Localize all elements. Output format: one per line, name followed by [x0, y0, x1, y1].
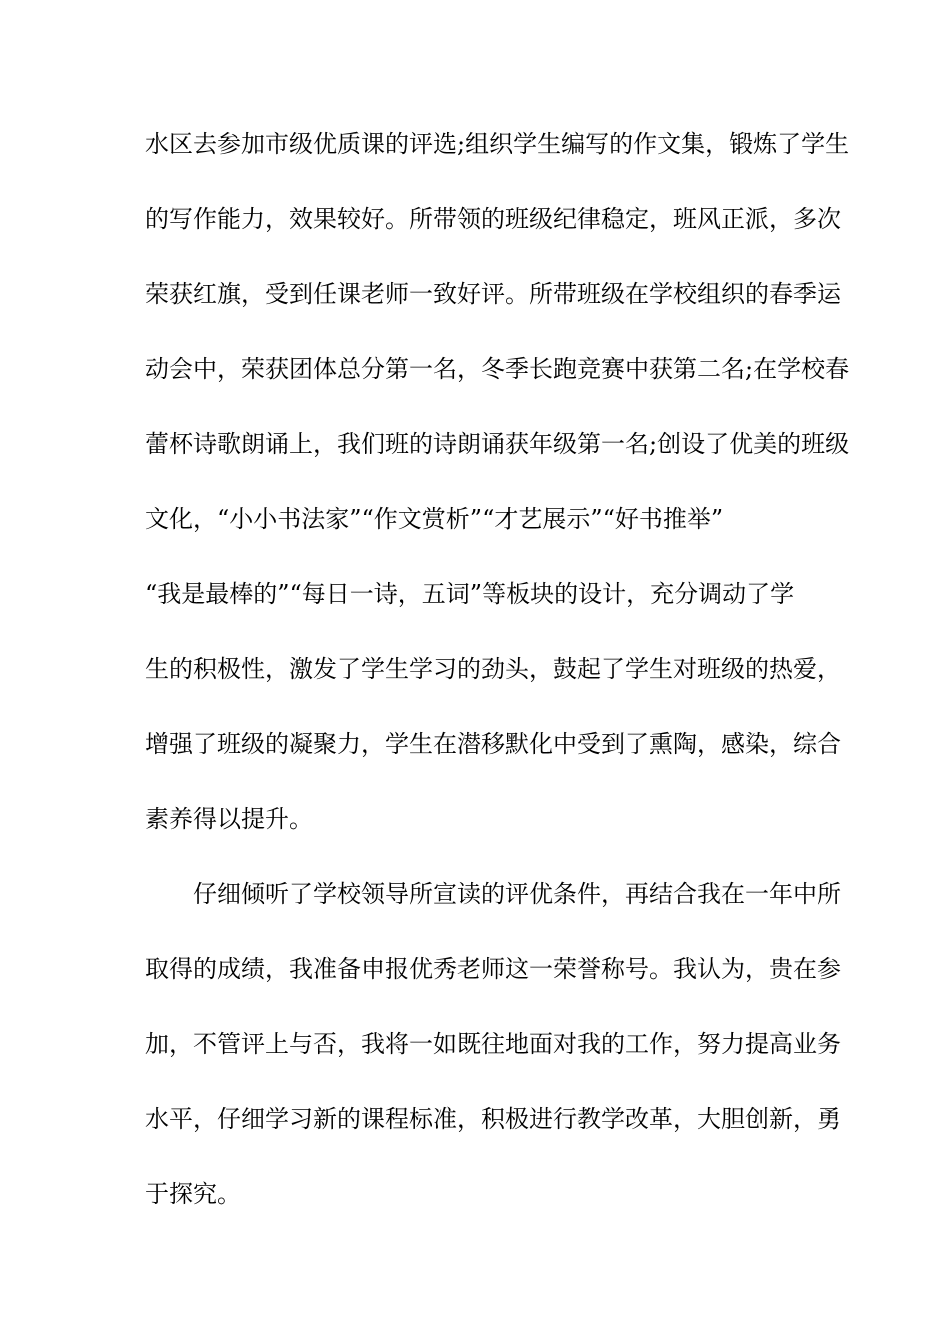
- paragraph-2-line-3: 加，不管评上与否，我将一如既往地面对我的工作，努力提高业务: [145, 1030, 841, 1058]
- paragraph-2-line-4: 水平，仔细学习新的课程标准，积极进行教学改革，大胆创新，勇: [145, 1105, 841, 1133]
- paragraph-2-line-1: 仔细倾听了学校领导所宣读的评优条件，再结合我在一年中所: [193, 880, 841, 908]
- body-text: [145, 130, 850, 1257]
- paragraph-1-line-1: 水区去参加市级优质课的评选;组织学生编写的作文集，锻炼了学生: [145, 130, 850, 158]
- paragraph-1-line-8: 生的积极性，激发了学生学习的劲头，鼓起了学生对班级的热爱，: [145, 655, 841, 683]
- paragraph-1-line-4: 动会中，荣获团体总分第一名，冬季长跑竞赛中获第二名;在学校春: [145, 355, 850, 383]
- paragraph-1-line-9: 增强了班级的凝聚力，学生在潜移默化中受到了熏陶，感染，综合: [145, 730, 841, 758]
- paragraph-1-line-5: 蕾杯诗歌朗诵上，我们班的诗朗诵获年级第一名;创设了优美的班级: [145, 430, 850, 458]
- paragraph-2-line-5: 于探究。: [145, 1180, 241, 1208]
- paragraph-1-line-7: “我是最棒的”“每日一诗，五词”等板块的设计，充分调动了学: [145, 580, 795, 608]
- paragraph-1-line-6: 文化，“小小书法家”“作文赏析”“才艺展示”“好书推举”: [145, 505, 724, 533]
- paragraph-1-line-10: 素养得以提升。: [145, 805, 313, 833]
- paragraph-1-line-2: 的写作能力，效果较好。所带领的班级纪律稳定，班风正派，多次: [145, 205, 841, 233]
- paragraph-1-line-3: 荣获红旗，受到任课老师一致好评。所带班级在学校组织的春季运: [145, 280, 841, 308]
- paragraph-2-line-2: 取得的成绩，我准备申报优秀老师这一荣誉称号。我认为，贵在参: [145, 955, 841, 983]
